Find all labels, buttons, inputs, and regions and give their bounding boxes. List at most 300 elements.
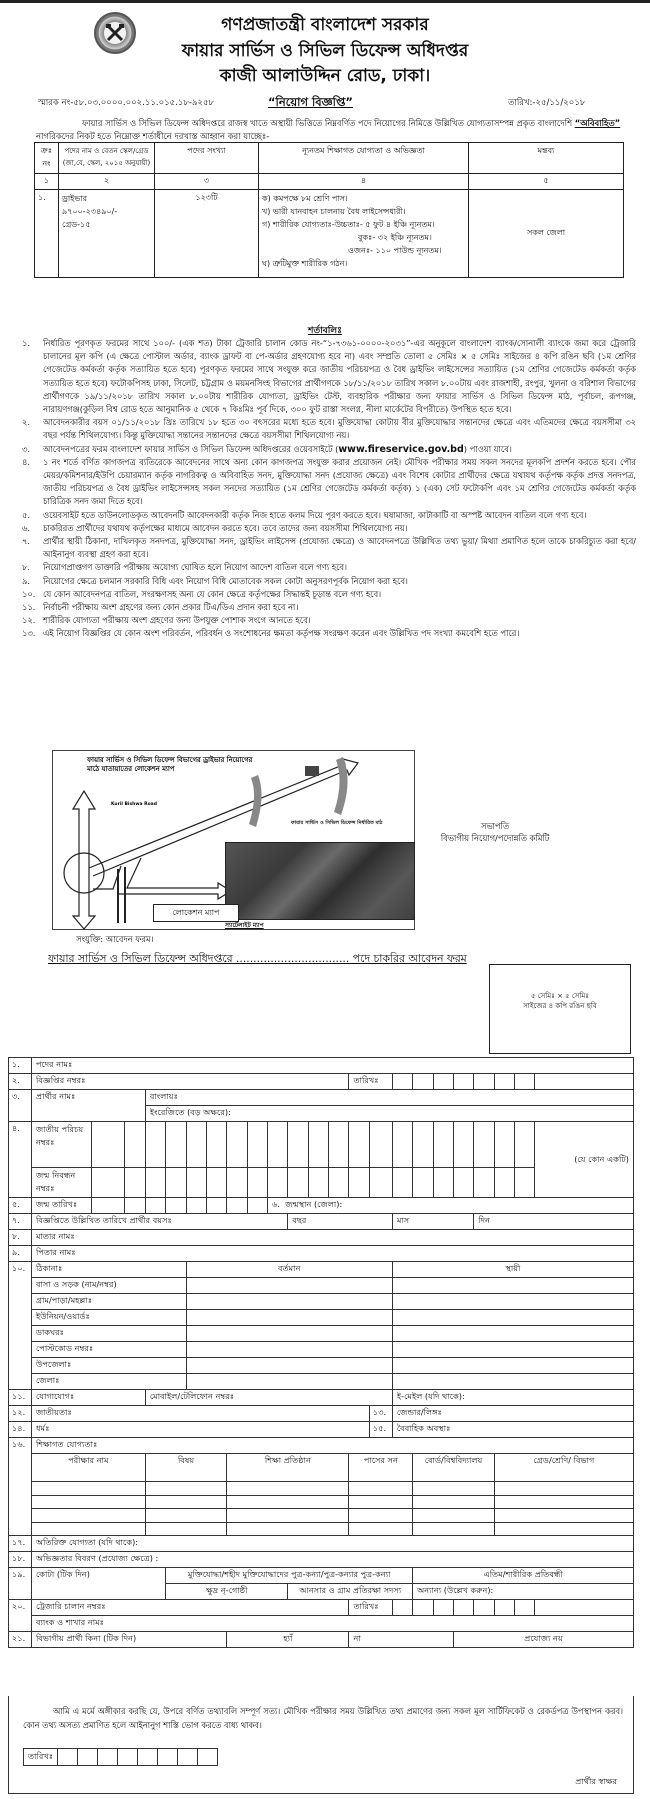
intro-highlight: “অবিবাহিত” — [574, 118, 621, 128]
edu-cell[interactable] — [145, 1509, 226, 1523]
department-address: কাজী আলাউদ্দিন রোড, ঢাকা। — [219, 66, 431, 86]
departmental-na-option[interactable]: প্রযোজ্য নয় — [454, 1632, 634, 1648]
road-label: Kuril Bishwa Road — [111, 802, 157, 807]
birth-reg-digit-box[interactable] — [145, 1168, 165, 1198]
dob-digit-box[interactable] — [166, 1198, 186, 1214]
nid-digit-box[interactable] — [308, 1122, 328, 1168]
nid-digit-box[interactable] — [369, 1122, 392, 1168]
birth-reg-digit-box[interactable] — [369, 1168, 392, 1198]
decl-date-box[interactable] — [158, 1749, 178, 1766]
challan-date-box[interactable] — [474, 1600, 494, 1616]
nid-digit-box[interactable] — [454, 1122, 474, 1168]
birth-reg-digit-box[interactable] — [91, 1168, 125, 1198]
nid-digit-box[interactable] — [125, 1122, 145, 1168]
term-text — [43, 443, 636, 456]
decl-date-box[interactable] — [58, 1749, 78, 1766]
birth-reg-label: জন্ম নিবন্ধন নম্বরঃ — [31, 1168, 91, 1198]
field-number: ১৩. — [369, 1406, 392, 1422]
nid-digit-box[interactable] — [227, 1122, 247, 1168]
education-row — [9, 1495, 634, 1509]
birth-reg-digit-box[interactable] — [308, 1168, 328, 1198]
challan-date-box[interactable] — [413, 1600, 433, 1616]
form-row-additional — [9, 1536, 634, 1552]
education-row — [9, 1482, 634, 1496]
column-number-row — [35, 174, 624, 190]
permanent-address-input[interactable] — [392, 1294, 633, 1310]
qualification-item: ক) কমপক্ষে ৮ম শ্রেণি পাস। — [262, 194, 348, 203]
top-border — [0, 0, 650, 3]
date-digit-box[interactable] — [535, 1074, 634, 1090]
form-row-experience — [9, 1552, 634, 1568]
challan-date-box[interactable] — [494, 1600, 514, 1616]
education-row — [9, 1522, 634, 1536]
birth-reg-digit-box[interactable] — [413, 1168, 433, 1198]
dob-digit-box[interactable] — [247, 1198, 267, 1214]
term-item — [16, 561, 636, 574]
term-text-part: ) পাওয়া যাবে। — [463, 443, 512, 454]
decl-date-box[interactable] — [118, 1749, 138, 1766]
photo-copies-text: সাইজের ৪ কপি রঙিন ছবি — [523, 1002, 597, 1010]
field-number: ১০. — [9, 1262, 32, 1390]
edu-cell[interactable] — [494, 1482, 633, 1496]
term-text: চাকরিরত প্রার্থীদের যথাযথ কর্তৃপক্ষের মাধ্যমে আবেদন করতে হবে। তবে তাদের জন্য বয়সসীমা শিথিলযোগ্য নয়। — [43, 522, 408, 533]
departmental-yes-option[interactable]: হ্যাঁ — [227, 1632, 349, 1648]
date-digit-box[interactable] — [392, 1074, 412, 1090]
quota-other-option[interactable]: অন্যান্য (উল্লেখ করুন): — [413, 1584, 634, 1600]
notice-number-field[interactable]: বিজ্ঞপ্তির নম্বরঃ — [31, 1074, 349, 1090]
dob-digit-box[interactable] — [145, 1198, 165, 1214]
date-digit-box[interactable] — [515, 1074, 535, 1090]
address-row — [9, 1374, 634, 1390]
edu-col-exam: পরীক্ষার নাম — [31, 1454, 145, 1482]
age-years-field[interactable]: বছর — [288, 1214, 392, 1230]
edu-cell[interactable] — [227, 1509, 349, 1523]
address-row-label: জেলাঃ — [31, 1374, 186, 1390]
mother-name-field[interactable]: মাতার নামঃ — [31, 1230, 633, 1246]
term-item — [16, 575, 636, 588]
satellite-map-label: স্যাটেলাইট ম্যাপ — [225, 922, 264, 929]
nid-digit-box[interactable] — [206, 1122, 226, 1168]
edu-cell[interactable] — [413, 1509, 495, 1523]
term-item — [16, 535, 636, 561]
notice-date-label: তারিখঃ — [349, 1074, 392, 1090]
address-row — [9, 1358, 634, 1374]
map-title-line: মাঠে যাতায়াতের লোকেশন ম্যাপ — [87, 765, 175, 773]
challan-date-box[interactable] — [433, 1600, 453, 1616]
form-row-dob — [9, 1198, 634, 1214]
present-address-input[interactable] — [186, 1374, 392, 1390]
edu-col-year: পাসের সন — [349, 1454, 413, 1482]
form-row-contact — [9, 1390, 634, 1406]
term-text: শারীরিক যোগ্যতা পরীক্ষায় অংশ গ্রহণের জন্য উপযুক্ত পোশাক সংগে আনতে হবে। — [43, 615, 311, 626]
terms-title: শর্তাবলিঃ — [308, 326, 342, 336]
post-count: ১২৩টি — [155, 190, 259, 278]
form-row-name-bangla — [9, 1090, 634, 1106]
term-number: ৩. — [22, 443, 31, 454]
field-number: ৯. — [9, 1246, 32, 1262]
edu-cell[interactable] — [494, 1495, 633, 1509]
term-number: ১৩. — [22, 628, 36, 639]
term-number: ৭. — [22, 536, 31, 547]
declaration-section — [8, 1696, 634, 1794]
birth-reg-digit-box[interactable] — [349, 1168, 369, 1198]
form-row-religion — [9, 1422, 634, 1438]
term-item — [16, 456, 636, 509]
term-text-part: আবেদনপত্রের ফরম বাংলাদেশ ফায়ার সার্ভিস ও সিভিল ডিফেন্স অধিদপ্তরের ওয়েবসাইটে ( — [43, 443, 339, 454]
edu-cell[interactable] — [31, 1509, 145, 1523]
term-item — [16, 522, 636, 535]
edu-cell[interactable] — [145, 1482, 226, 1496]
attachment-note: সংযুক্তি: আবেদন ফরম। — [76, 934, 154, 944]
nid-digit-box[interactable] — [515, 1122, 535, 1168]
qualification-item: ওজনঃ- ১১০ পাউন্ড ন্যূনতম। — [348, 246, 442, 255]
birth-reg-digit-box[interactable] — [227, 1168, 247, 1198]
nid-digit-box[interactable] — [268, 1122, 288, 1168]
birth-reg-digit-box[interactable] — [247, 1168, 267, 1198]
field-number: ২১. — [9, 1632, 32, 1648]
field-number: ১৬. — [9, 1438, 32, 1536]
additional-qualification-field[interactable]: অতিরিক্ত যোগ্যতা (যদি থাকে): — [31, 1536, 633, 1552]
field-number: ১২. — [9, 1406, 32, 1422]
edu-col-subject: বিষয় — [145, 1454, 226, 1482]
decl-date-box[interactable] — [98, 1749, 118, 1766]
dob-label: জন্ম তারিখঃ — [31, 1198, 91, 1214]
intro-text-end: নাগরিকদের নিকট হতে নিম্নোক্ত শর্তাধীনে দরখাস্ত আহ্বান করা যাচ্ছেঃ- — [36, 131, 270, 141]
declaration-date-label: তারিখঃ — [24, 1749, 58, 1766]
birth-reg-digit-box[interactable] — [515, 1168, 535, 1198]
nid-digit-box[interactable] — [494, 1122, 514, 1168]
intro-text: ফায়ার সার্ভিস ও সিভিল ডিফেন্স অধিদপ্তরে রাজস্ব খাতে অস্থায়ী ভিত্তিতে নিম্নবর্ণিত পদে নিয়োগের নিমিত্তে উল্লিখিত যোগ্যতাসম্পন্ন প্রকৃত বাংলাদেশি — [82, 118, 575, 128]
photo-size-text: ৫ সেমিঃ × ৫ সেমিঃ — [530, 992, 590, 1000]
term-item — [16, 614, 636, 627]
edu-cell[interactable] — [227, 1495, 349, 1509]
dob-digit-box[interactable] — [206, 1198, 226, 1214]
nid-digit-box[interactable] — [186, 1122, 206, 1168]
name-bangla-field[interactable]: বাংলায়ঃ — [145, 1090, 633, 1106]
field-number: ৮. — [9, 1230, 32, 1246]
departmental-no-option[interactable]: না — [349, 1632, 454, 1648]
edu-cell[interactable] — [413, 1522, 495, 1536]
challan-date-box[interactable] — [535, 1600, 634, 1616]
decl-date-box[interactable] — [178, 1749, 198, 1766]
permanent-address-input[interactable] — [392, 1326, 633, 1342]
date-digit-box[interactable] — [454, 1074, 474, 1090]
age-months-field[interactable]: মাস — [392, 1214, 474, 1230]
phone-field[interactable]: মোবাইল/টেলিফোন নম্বরঃ — [145, 1390, 392, 1406]
nid-digit-box[interactable] — [145, 1122, 165, 1168]
qualification-item: বুকঃ- ৩২ ইঞ্চি ন্যূনতম। — [358, 233, 432, 242]
term-text: নিয়োগের ক্ষেত্রে চলমান সরকারি বিধি এবং নিয়োগ বিধি মোতাবেক সকল কোটা অনুসরণপূর্বক নিয়োগ করা হবে। — [43, 575, 408, 586]
quota-freedom-fighter-option[interactable]: মুক্তিযোদ্ধা/শহীদ মুক্তিযোদ্ধাদের পুত্র-কন্যা/পুত্র-কন্যার পুত্র-কন্যা — [166, 1568, 413, 1584]
nid-label: জাতীয় পরিচয় নম্বরঃ — [31, 1122, 91, 1168]
edu-cell[interactable] — [227, 1482, 349, 1496]
edu-cell[interactable] — [31, 1522, 145, 1536]
form-row-nationality — [9, 1406, 634, 1422]
notice-title: “নিয়োগ বিজ্ঞপ্তি” — [268, 95, 353, 109]
birth-reg-digit-box[interactable] — [186, 1168, 206, 1198]
email-field[interactable]: ই-মেইল (যদি থাকে): — [392, 1390, 633, 1406]
nid-digit-box[interactable] — [474, 1122, 494, 1168]
date-digit-box[interactable] — [474, 1074, 494, 1090]
nid-digit-box[interactable] — [329, 1122, 349, 1168]
nid-digit-box[interactable] — [166, 1122, 186, 1168]
term-number: ৫. — [22, 509, 31, 520]
term-text: প্রার্থীর স্থায়ী ঠিকানা, দাখিলকৃত সনদপত্র, মুক্তিযোদ্ধা সনদ, ড্রাইভিং লাইসেন্স (প্রযোজ্য ক্ষেত্রে) ও আবেদনপত্রে উল্লিখিত তথ্য ভুয়া/ মিথ্যা প্রমাণিত হলে তাকে চাকরিচ্যুত করা হবে/আইনানুগ ব্যবস্থা গ্রহণ করা হবে। — [43, 536, 636, 560]
edu-cell[interactable] — [31, 1482, 145, 1496]
birth-reg-digit-box[interactable] — [166, 1168, 186, 1198]
field-number: ১১. — [9, 1390, 32, 1406]
address-row — [9, 1342, 634, 1358]
term-text: ১ নং শর্তে বর্ণিত কাগজপত্র ব্যতিরেকে আবেদনের সাথে অন্য কোন কাগজপত্র সংযুক্ত করার প্রয়োজন নেই। মৌখিক পরীক্ষার সময় সকল সনদের মূলকপি প্রদর্শন করতে হবে। পৌর মেয়র/কমিশনার/ইউপি চেয়ারম্যান কর্তৃক নাগরিকত্ব ও অবিবাহিত সনদ, মুক্তিযোদ্ধা সনদ (প্রযোজ্য ক্ষেত্রে) এবং বিশেষ কোটার প্রার্থীদের ক্ষেত্রে যথাযথ কর্তৃপক্ষ কর্তৃক প্রদত্ত সনদপত্র, জাতীয় পরিচয়পত্র ও বৈধ ড্রাইভিং লাইসেন্সসহ সকল সনদের সত্যায়িত (১ম শ্রেণির গেজেটেড কর্মকর্তা কর্তৃক) ১ (এক) সেট ফটোকপি এবং ১ম শ্রেণির গেজেটেড কর্মকর্তা কর্তৃক চারিত্রিক সনদ জমা দিতে হবে। — [43, 456, 636, 507]
date-digit-box[interactable] — [433, 1074, 453, 1090]
present-address-header: বর্তমান — [186, 1262, 392, 1278]
edu-cell[interactable] — [349, 1495, 413, 1509]
field-number: ১৯. — [9, 1568, 32, 1600]
col-num: ৫ — [469, 174, 624, 190]
letterhead — [0, 6, 650, 88]
term-text: নির্ধারিত পূরণকৃত ফরমের সাথে ১০০/- (এক শত) টাকা ট্রেজারি চালান কোড নং-“১-৭৩৬১-০০০০-২০৩১”-এর অনুকূলে বাংলাদেশ ব্যাংক/সোনালী ব্যাংকে জমা করে ট্রেজারি চালানের মূল কপি (এ ক্ষেত্রে পোস্টাল অর্ডার, ব্যাংক ড্রাফট বা পে-অর্ডার গ্রহণযোগ্য হবে না) এবং সম্প্রতি তোলা ৫ সেমিঃ × ৫ সেমিঃ সাইজের ৪ কপি রঙিন ছবি (১ম শ্রেণির গেজেটেড কর্মকর্তা কর্তৃক সত্যায়িত হতে হবে) পূরণকৃত ফরমের সাথে সংযুক্ত করে জাতীয় পরিচয়পত্র ও বৈধ ড্রাইভিং লাইসেন্সের সত্যায়িত (১ম শ্রেণির গেজেটেড কর্মকর্তা কর্তৃক সত্যায়িত হতে হবে) ফটোকপিসহ ঢাকা, সিলেট, চট্টগ্রাম ও ময়মনসিংহ বিভাগের প্রার্থীগণকে ১৮/১১/২০১৮ তারিখ সকাল ৮.০০টায় এবং রাজশাহী, রংপুর, খুলনা ও বরিশাল বিভাগের প্রার্থীগণকে ১৯/১১/২০১৮ তারিখ সকাল ৮.০০টায় শারীরিক যোগ্যতা, ড্রাইভিং টেস্ট, ব্যবহারিক পরীক্ষার জন্য ফায়ার সার্ভিস ও সিভিল ডিফেন্স মাঠ, পূর্বাচল, রূপগঞ্জ, নারায়ণগঞ্জ(কুড়িল বিশ্ব রোড হতে আনুমানিক ৫ থেকে ৭ কিঃমিঃ পূর্ব দিকে, ৩০০ ফুট রাস্তা সংলগ্ন, নীলা মার্কেটের বিপরীতে) উপস্থিত হতে হবে। — [43, 338, 636, 415]
term-item — [16, 588, 636, 601]
edu-cell[interactable] — [494, 1509, 633, 1523]
birth-reg-digit-box[interactable] — [206, 1168, 226, 1198]
memo-row — [0, 94, 650, 114]
name-english-field[interactable]: ইংরেজিতে (বড় অক্ষরে): — [145, 1106, 633, 1122]
post-name: ড্রাইভার — [62, 194, 88, 203]
age-days-field[interactable]: দিন — [474, 1214, 634, 1230]
form-row-address-header — [9, 1262, 634, 1278]
field-number: ৭. — [9, 1214, 32, 1230]
vacancy-table — [34, 142, 624, 278]
education-label: শিক্ষাগত যোগ্যতাঃ — [31, 1438, 633, 1454]
address-row — [9, 1310, 634, 1326]
birth-reg-digit-box[interactable] — [392, 1168, 412, 1198]
present-address-input[interactable] — [186, 1278, 392, 1294]
table-row — [35, 190, 624, 278]
age-label: বিজ্ঞপ্তিতে উল্লিখিত তারিখে প্রার্থীর বয়সঃ — [31, 1214, 287, 1230]
edu-col-board: বোর্ড/বিশ্ববিদ্যালয় — [413, 1454, 495, 1482]
edu-cell[interactable] — [145, 1522, 226, 1536]
field-number: ৬. — [272, 1199, 280, 1209]
challan-date-box[interactable] — [515, 1600, 535, 1616]
nationality-field[interactable]: জাতীয়তাঃ — [31, 1406, 369, 1422]
signatory-block — [420, 820, 570, 844]
field-number: ৩. — [9, 1090, 32, 1122]
birth-reg-digit-box[interactable] — [288, 1168, 308, 1198]
form-row-education — [9, 1438, 634, 1454]
quota-orphan-disabled-option[interactable]: এতিম/শারীরিক প্রতিবন্ধী — [413, 1568, 634, 1584]
govt-name: গণপ্রজাতন্ত্রী বাংলাদেশ সরকার — [221, 15, 429, 35]
edu-cell[interactable] — [349, 1509, 413, 1523]
form-row-quota — [9, 1568, 634, 1584]
edu-cell[interactable] — [413, 1495, 495, 1509]
permanent-address-input[interactable] — [392, 1342, 633, 1358]
address-row — [9, 1294, 634, 1310]
address-label: ঠিকানাঃ — [31, 1262, 186, 1278]
form-row-notice-no — [9, 1074, 634, 1090]
edu-cell[interactable] — [349, 1482, 413, 1496]
edu-cell[interactable] — [494, 1522, 633, 1536]
challan-number-field[interactable]: ট্রেজারি চালান নম্বরঃ — [31, 1600, 349, 1616]
quota-ethnic-option[interactable]: ক্ষুদ্র নৃ-গোষ্ঠী — [166, 1584, 288, 1600]
field-number: ৫. — [9, 1198, 32, 1214]
challan-date-box[interactable] — [392, 1600, 412, 1616]
department-name: ফায়ার সার্ভিস ও সিভিল ডিফেন্স অধিদপ্তর — [181, 41, 469, 61]
birth-reg-digit-box[interactable] — [433, 1168, 453, 1198]
col-num: ২ — [59, 174, 155, 190]
col-post: পদের নাম ও বেতন স্কেল/গ্রেড (জা,বে, স্কেল, ২০১৫ অনুযায়ী) — [59, 143, 155, 174]
nid-digit-box[interactable] — [247, 1122, 267, 1168]
birth-reg-digit-box[interactable] — [454, 1168, 474, 1198]
dob-digit-box[interactable] — [125, 1198, 145, 1214]
birth-reg-digit-box[interactable] — [329, 1168, 349, 1198]
term-item — [16, 443, 636, 456]
birthplace-label: জন্মস্থান (জেলা): — [285, 1199, 343, 1209]
marital-status-field[interactable]: বৈবাহিক অবস্থাঃ — [392, 1422, 633, 1438]
quota-label: কোটা (টিক দিন) — [31, 1568, 165, 1600]
term-number: ৬. — [22, 522, 31, 533]
address-row — [9, 1278, 634, 1294]
bank-branch-field[interactable]: ব্যাংক ও শাখার নামঃ — [31, 1616, 633, 1632]
birth-reg-digit-box[interactable] — [268, 1168, 288, 1198]
permanent-address-header: স্থায়ী — [392, 1262, 633, 1278]
dob-digit-box[interactable] — [227, 1198, 247, 1214]
field-number: ১৭. — [9, 1536, 32, 1552]
nid-digit-box[interactable] — [433, 1122, 453, 1168]
nid-digit-box[interactable] — [349, 1122, 369, 1168]
gender-field[interactable]: জেন্ডার/লিঙ্গঃ — [392, 1406, 633, 1422]
address-row-label: ডাকঘরঃ — [31, 1326, 186, 1342]
application-form — [8, 1057, 634, 1648]
birthplace-field[interactable] — [268, 1198, 634, 1214]
education-header-row — [9, 1454, 634, 1482]
declaration-date — [23, 1748, 218, 1766]
photo-placeholder — [489, 964, 631, 1054]
birth-reg-digit-box[interactable] — [474, 1168, 494, 1198]
nid-digit-box[interactable] — [288, 1122, 308, 1168]
map-callout: ফায়ার সার্ভিস ও সিভিল ডিফেন্স নির্ধারিত মাঠ — [291, 820, 383, 826]
address-row-label: ইউনিয়ন/ওয়ার্ডঃ — [31, 1310, 186, 1326]
date-digit-box[interactable] — [494, 1074, 514, 1090]
term-text: ওয়েবসাইট হতে ডাউনলোডকৃত আবেদনটি আবেদনকারী কর্তৃক নিজ হাতে কলম দিয়ে পূরণ করতে হবে। ঘষামাজা, কাটাকাটি বা অস্পষ্ট আবেদন বাতিল বলে গণ্য হবে। — [43, 509, 587, 520]
field-number: ১৪. — [9, 1422, 32, 1438]
term-number: ২. — [22, 417, 31, 428]
satellite-map-image — [225, 842, 415, 920]
quota-ansar-vdp-option[interactable]: আনসার ও গ্রাম প্রতিরক্ষা সদস্য — [288, 1584, 413, 1600]
term-number: ৪. — [22, 456, 31, 467]
address-row-label: বাসা ও সড়ক (নাম/নম্বর) — [31, 1278, 186, 1294]
term-number: ১২. — [22, 615, 36, 626]
edu-cell[interactable] — [31, 1495, 145, 1509]
term-number: ৮. — [22, 562, 31, 573]
term-number: ১০. — [22, 588, 36, 599]
challan-date-box[interactable] — [454, 1600, 474, 1616]
location-map-label: লোকেশন ম্যাপ — [153, 904, 239, 922]
decl-date-box[interactable] — [78, 1749, 98, 1766]
qualification-item: খ) ভারী যানবাহন চালনায় বৈধ লাইসেন্সধারী। — [262, 207, 406, 216]
qualification-item: গ) শারীরিক যোগ্যতাঃ-উচ্চতাঃ- ৫ ফুট ৪ ইঞ্চি ন্যূনতম। — [262, 220, 435, 229]
address-row-label: উপজেলাঃ — [31, 1358, 186, 1374]
term-number: ১. — [22, 338, 31, 348]
permanent-address-input[interactable] — [392, 1358, 633, 1374]
decl-date-box[interactable] — [198, 1749, 218, 1766]
form-row-bank — [9, 1616, 634, 1632]
edu-cell[interactable] — [413, 1482, 495, 1496]
address-row-label: পোস্টকোড নম্বরঃ — [31, 1342, 186, 1358]
permanent-address-input[interactable] — [392, 1310, 633, 1326]
col-num: ৪ — [259, 174, 469, 190]
field-number: ১৫. — [369, 1422, 392, 1438]
nid-digit-box[interactable] — [392, 1122, 412, 1168]
post-name-field[interactable]: পদের নামঃ — [31, 1058, 633, 1074]
birth-reg-digit-box[interactable] — [494, 1168, 514, 1198]
term-item — [16, 627, 636, 640]
address-row — [9, 1326, 634, 1342]
experience-field[interactable]: অভিজ্ঞতার বিবরণ (প্রযোজ্য ক্ষেত্রে) : — [31, 1552, 633, 1568]
term-text: নিয়োগপ্রাপ্তগণ ডাক্তারি পরীক্ষায় অযোগ্য ঘোষিত হলে নিয়োগ আদেশ বাতিল বলে গণ্য হবে। — [43, 562, 348, 573]
intro-paragraph — [36, 117, 636, 143]
edu-cell[interactable] — [349, 1522, 413, 1536]
nid-digit-box[interactable] — [413, 1122, 433, 1168]
present-address-input[interactable] — [186, 1310, 392, 1326]
decl-date-box[interactable] — [138, 1749, 158, 1766]
date-digit-box[interactable] — [413, 1074, 433, 1090]
field-number: ২০. — [9, 1600, 32, 1632]
nid-digit-box[interactable] — [91, 1122, 125, 1168]
permanent-address-input[interactable] — [392, 1278, 633, 1294]
term-text: যে কোন আবেদনপত্র বাতিল, সংরক্ষণসহ অন্য যে কোন ক্ষেত্রে কর্তৃপক্ষের সিদ্ধান্তই চূড়ান্ত বলে গণ্য হবে। — [43, 588, 382, 599]
permanent-address-input[interactable] — [392, 1374, 633, 1390]
present-address-input[interactable] — [186, 1358, 392, 1374]
dob-digit-box[interactable] — [186, 1198, 206, 1214]
nid-note: (যে কোন একটি) — [535, 1122, 634, 1198]
edu-cell[interactable] — [227, 1522, 349, 1536]
religion-field[interactable]: ধর্মঃ — [31, 1422, 369, 1438]
term-item — [16, 601, 636, 614]
present-address-input[interactable] — [186, 1326, 392, 1342]
contact-label: যোগাযোগঃ — [31, 1390, 145, 1406]
education-row — [9, 1509, 634, 1523]
map-title-line: ফায়ার সার্ভিস ও সিভিল ডিফেন্স বিভাগের ড্রাইভার নিয়োগের — [87, 756, 253, 764]
term-text: নির্বাচনী পরীক্ষায় অংশ গ্রহণের জন্য কোন প্রকার টিএ/ডিএ প্রদান করা হবে না। — [43, 602, 299, 613]
present-address-input[interactable] — [186, 1294, 392, 1310]
edu-col-institution: শিক্ষা প্রতিষ্ঠান — [227, 1454, 349, 1482]
row-serial: ১. — [35, 190, 59, 278]
present-address-input[interactable] — [186, 1342, 392, 1358]
birth-reg-digit-box[interactable] — [125, 1168, 145, 1198]
applicant-signature-label: প্রার্থীর স্বাক্ষর — [575, 1776, 617, 1786]
term-item — [16, 337, 636, 416]
row-remarks: সকল জেলা — [469, 190, 624, 278]
field-number: ১. — [9, 1058, 32, 1074]
address-row-label: গ্রাম/পাড়া/মহল্লাঃ — [31, 1294, 186, 1310]
declaration-text: আমি এ মর্মে অঙ্গীকার করছি যে, উপরে বর্ণিত তথ্যাবলি সম্পূর্ণ সত্য। মৌখিক পরীক্ষার সময় উল্লিখিত তথ্য প্রমাণের জন্য সকল মূল সার্টিফিকেট ও রেকর্ডপত্র উপস্থাপন করব। কোন তথ্য অসত্য প্রমাণিত হলে আইনানুগ শাস্তি ভোগ করতে বাধ্য থাকব। — [23, 1706, 623, 1730]
edu-cell[interactable] — [145, 1495, 226, 1509]
father-name-field[interactable]: পিতার নামঃ — [31, 1246, 633, 1262]
term-item — [16, 416, 636, 442]
applicant-name-label: প্রার্থীর নামঃ — [31, 1090, 145, 1122]
col-num: ১ — [35, 174, 59, 190]
signatory-title: সভাপতি — [480, 821, 510, 831]
field-number: ৪. — [9, 1122, 32, 1198]
website-link[interactable]: www.fireservice.gov.bd — [338, 443, 464, 455]
term-number: ৯. — [22, 575, 31, 586]
col-remarks: মন্তব্য — [469, 143, 624, 174]
term-item — [16, 509, 636, 522]
dob-digit-box[interactable] — [91, 1198, 125, 1214]
form-row-nid — [9, 1122, 634, 1168]
grade: গ্রেড-১৫ — [62, 220, 91, 229]
challan-date-label: তারিখঃ — [349, 1600, 392, 1616]
